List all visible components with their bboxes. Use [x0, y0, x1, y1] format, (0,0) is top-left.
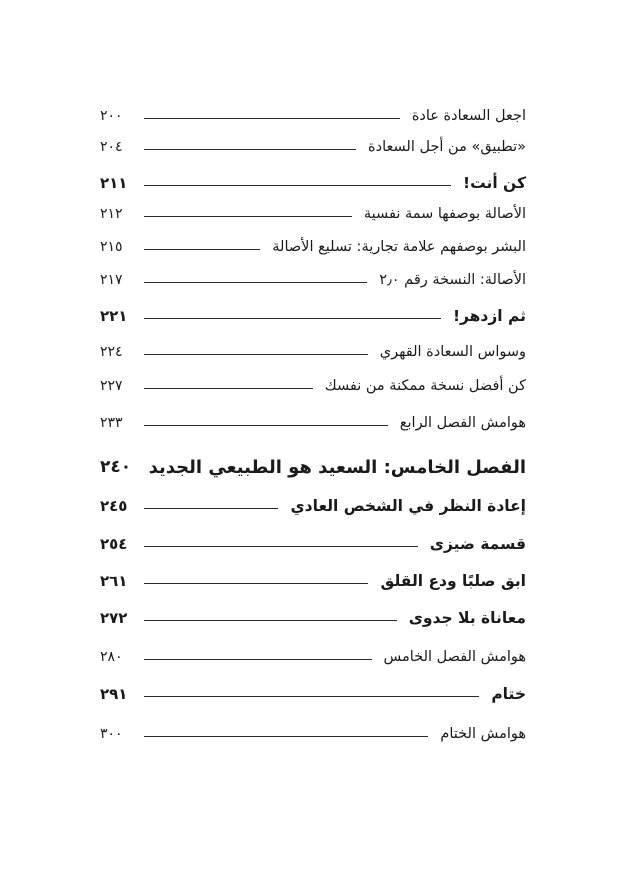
leader-line	[144, 736, 428, 737]
toc-entry-page: ٢٨٠	[100, 649, 123, 665]
toc-entry-page: ٢١٧	[100, 272, 123, 288]
toc-entry[interactable]	[100, 266, 526, 294]
toc-entry-page: ٢٧٢	[100, 609, 128, 627]
toc-entry-title: هوامش الختام	[440, 726, 526, 742]
leader-line	[144, 118, 400, 119]
toc-entry-page: ٢٠٠	[100, 108, 123, 124]
toc-entry[interactable]	[100, 530, 526, 558]
toc-entry-title: كن أفضل نسخة ممكنة من نفسك	[324, 378, 526, 394]
leader-line	[144, 216, 352, 217]
toc-entry[interactable]	[100, 133, 526, 161]
toc-entry-page: ٢٢٤	[100, 344, 123, 360]
toc-entry[interactable]	[100, 372, 526, 400]
toc-entry-title: ثم ازدهر!	[452, 307, 526, 325]
toc-entry-title: معاناة بلا جدوى	[408, 609, 526, 627]
toc-entry-title: الأصالة: النسخة رقم ٢٫٠	[379, 272, 526, 288]
leader-line	[144, 508, 278, 509]
leader-line	[144, 659, 372, 660]
toc-entry-page: ٢٠٤	[100, 139, 123, 155]
toc-entry-page: ٢١٥	[100, 239, 123, 255]
toc-entry-page: ٢٢١	[100, 307, 128, 325]
toc-entry[interactable]	[100, 169, 526, 197]
leader-line	[144, 425, 388, 426]
toc-entry[interactable]	[100, 200, 526, 228]
toc-entry-title: قسمة ضيزى	[429, 535, 526, 553]
leader-line	[144, 696, 479, 697]
toc-entry[interactable]	[100, 409, 526, 437]
leader-line	[144, 546, 418, 547]
toc-entry-title: «تطبيق» من أجل السعادة	[368, 139, 526, 155]
toc-entry-page: ٢٤٥	[100, 497, 128, 515]
toc-entry-title: البشر بوصفهم علامة تجارية: تسليع الأصالة	[272, 239, 526, 255]
toc-entry[interactable]	[100, 102, 526, 130]
toc-entry-title: وسواس السعادة القهري	[379, 344, 526, 360]
toc-entry-page: ٢٩١	[100, 685, 128, 703]
leader-line	[144, 249, 260, 250]
toc-entry-title: الفصل الخامس: السعيد هو الطبيعي الجديد	[148, 456, 526, 478]
leader-line	[144, 185, 451, 186]
toc-entry-page: ٢١٢	[100, 206, 123, 222]
toc-entry[interactable]	[100, 302, 526, 330]
toc-entry-page: ٢٣٣	[100, 415, 123, 431]
toc-entry-title: إعادة النظر في الشخص العادي	[290, 497, 526, 515]
toc-chapter-entry[interactable]	[100, 453, 526, 481]
toc-entry[interactable]	[100, 643, 526, 671]
toc-entry-title: هوامش الفصل الخامس	[383, 649, 526, 665]
toc-entry[interactable]	[100, 604, 526, 632]
toc-entry[interactable]	[100, 233, 526, 261]
toc-entry[interactable]	[100, 567, 526, 595]
toc-entry-title: ابق صلبًا ودع القلق	[380, 572, 526, 590]
toc-entry-title: ختام	[491, 685, 526, 703]
toc-entry[interactable]	[100, 720, 526, 748]
toc-entry[interactable]	[100, 680, 526, 708]
leader-line	[144, 620, 397, 621]
leader-line	[144, 282, 367, 283]
toc-entry-page: ٢٦١	[100, 572, 128, 590]
leader-line	[144, 388, 313, 389]
toc-entry-title: الأصالة بوصفها سمة نفسية	[363, 206, 526, 222]
leader-line	[144, 583, 368, 584]
leader-line	[144, 149, 356, 150]
toc-entry-title: اجعل السعادة عادة	[411, 108, 526, 124]
toc-entry-title: كن أنت!	[463, 174, 526, 192]
toc-entry[interactable]	[100, 492, 526, 520]
toc-entry[interactable]	[100, 338, 526, 366]
toc-entry-page: ٢٤٠	[100, 457, 132, 477]
toc-entry-page: ٢٢٧	[100, 378, 123, 394]
toc-entry-page: ٢٥٤	[100, 535, 128, 553]
toc-entry-title: هوامش الفصل الرابع	[399, 415, 526, 431]
toc-entry-page: ٢١١	[100, 174, 128, 192]
toc-entry-page: ٣٠٠	[100, 726, 123, 742]
leader-line	[144, 354, 368, 355]
leader-line	[144, 318, 441, 319]
